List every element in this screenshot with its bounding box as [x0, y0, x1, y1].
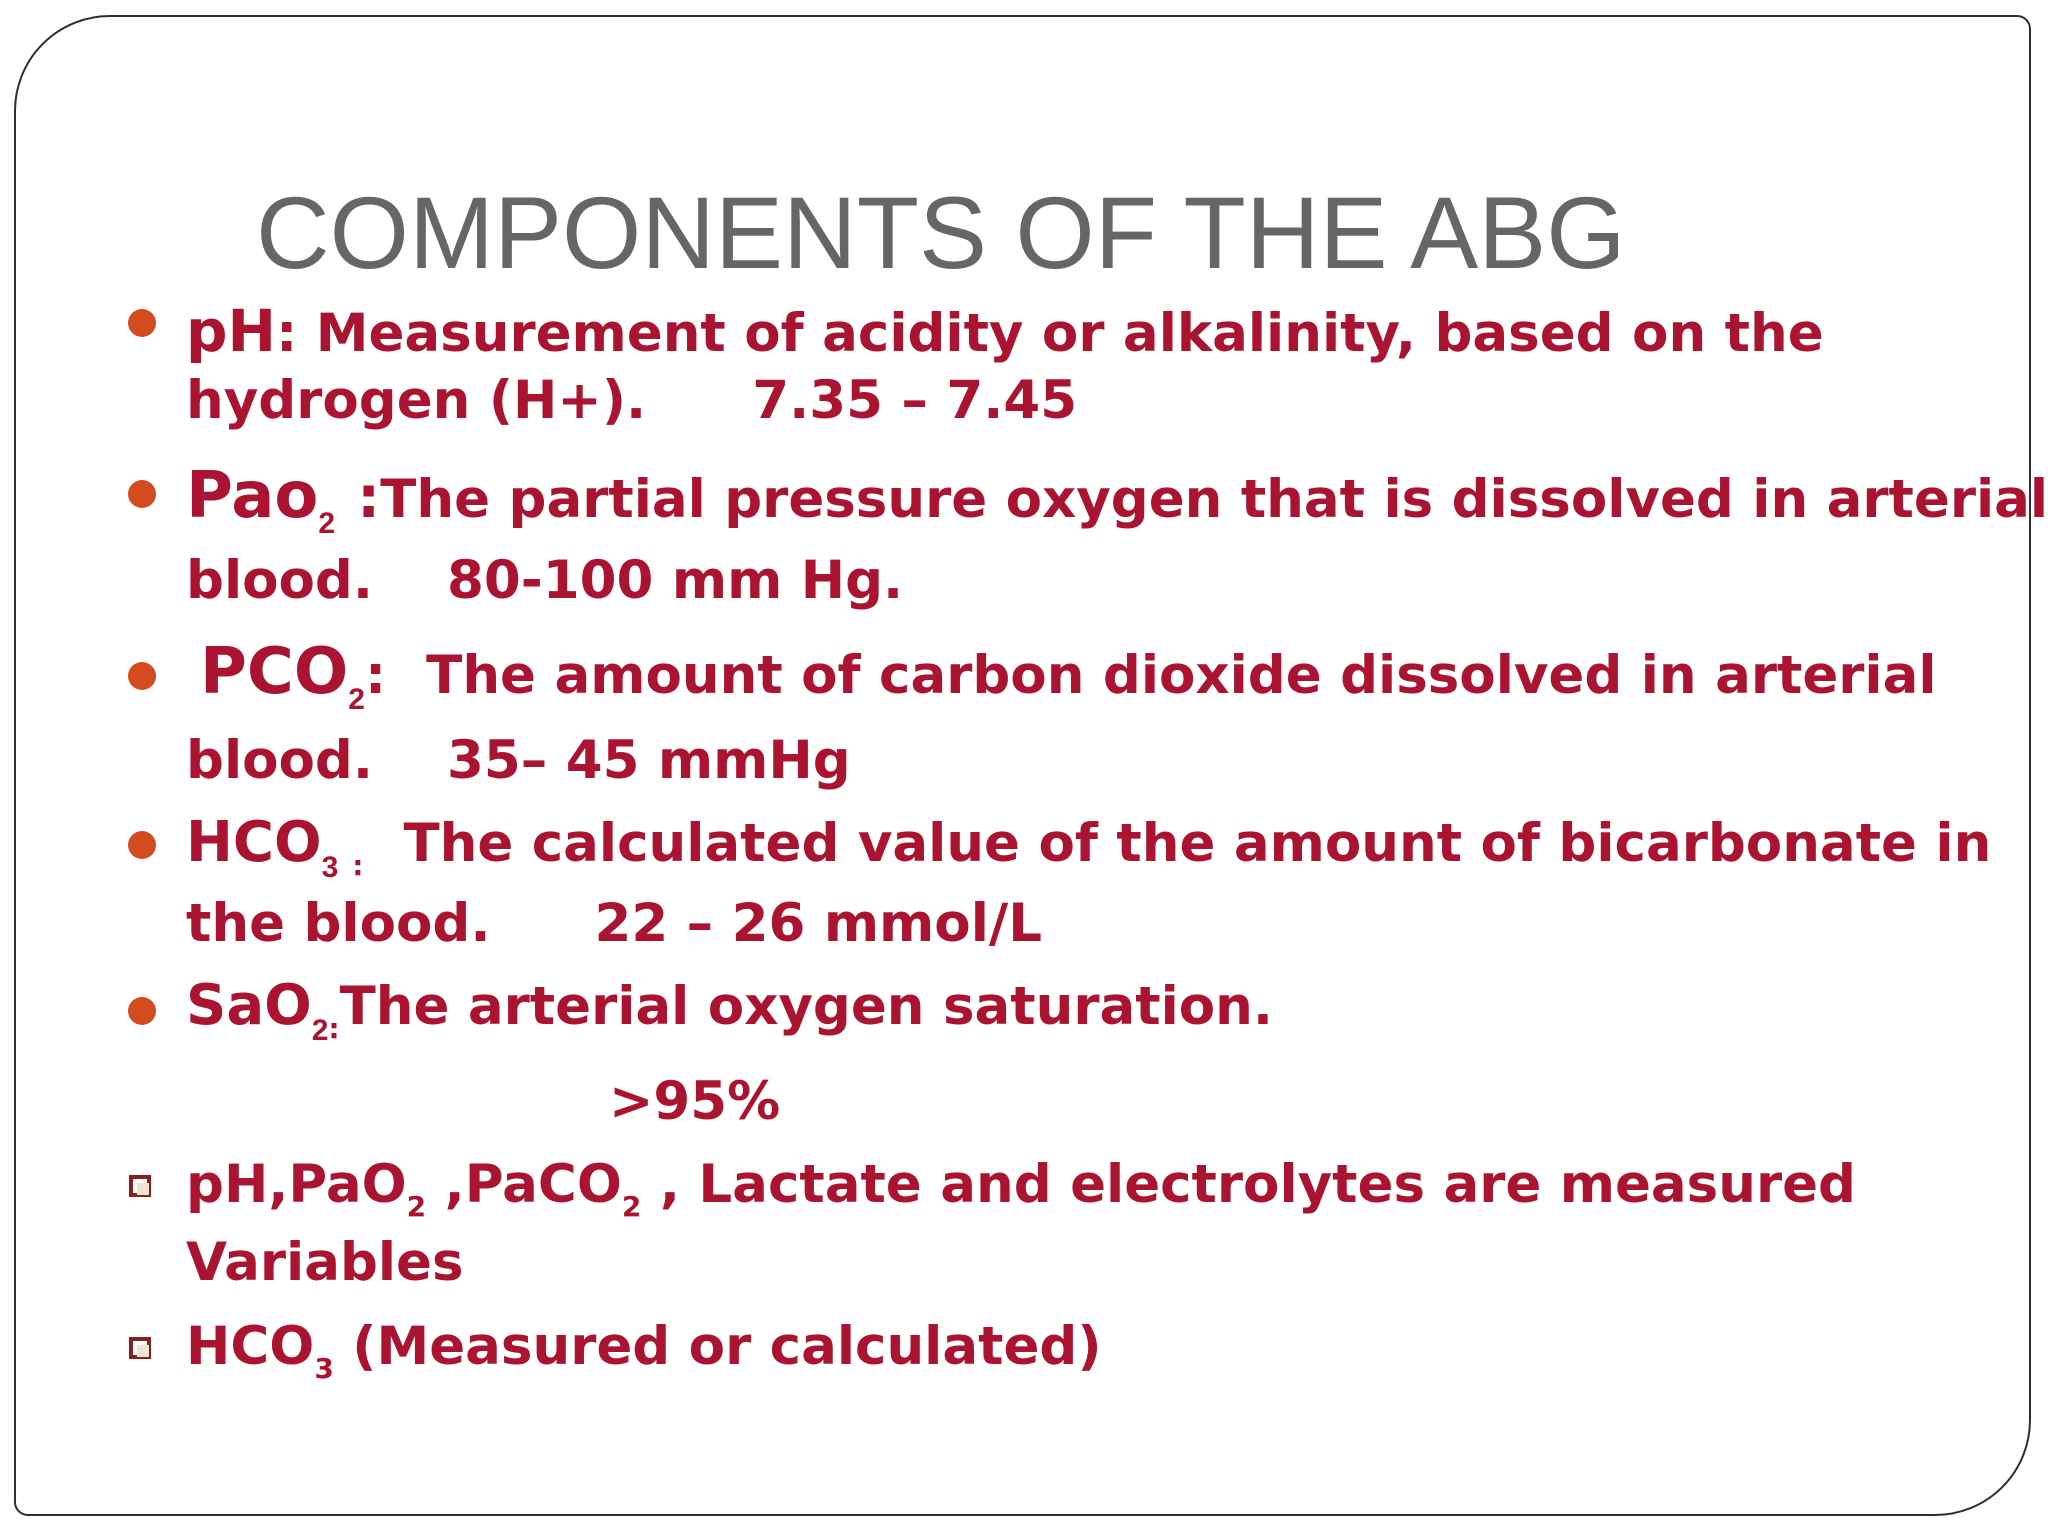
bullet-icon: [128, 662, 156, 690]
item-pco2-line2: [186, 730, 851, 792]
item-pao2-description: The partial pressure oxygen that is dissolved in arterial: [380, 469, 2048, 530]
item-hco3-continuation: the blood.: [186, 893, 491, 954]
item-pco2: [186, 635, 1937, 731]
bullet-icon: [128, 831, 156, 859]
slide-title: COMPONENTS OF THE ABG: [256, 176, 1626, 290]
term-separator: :: [357, 463, 381, 531]
checkbox-square-bullet-icon: [129, 1337, 151, 1359]
item-pco2-description: The amount of carbon dioxide dissolved in arterial: [426, 645, 1937, 706]
item-ph-continuation: hydrogen (H+).: [186, 370, 647, 431]
note-measured-variables: pH,PaO$_2$ ,PaCO$_2$ , Lactate and electrolytes are measured: [186, 1154, 1856, 1223]
item-ph-normal-range: 7.35 – 7.45: [752, 370, 1078, 431]
bullet-icon: [128, 480, 156, 508]
item-hco3-description: The calculated value of the amount of bicarbonate in: [403, 813, 1992, 874]
item-hco3-normal-range: 22 – 26 mmol/L: [594, 893, 1042, 954]
term-separator: :: [352, 849, 364, 882]
item-pao2-continuation: blood.: [186, 550, 374, 611]
term-separator: :: [364, 645, 387, 706]
item-ph-description: Measurement of acidity or alkalinity, based on the: [297, 303, 1824, 364]
item-pao2-normal-range: 80-100 mm Hg.: [447, 550, 904, 611]
note-hco3: $HCO_3$ (Measured or calculated): [186, 1316, 1102, 1385]
item-hco3-line2: [186, 893, 1042, 955]
item-pco2-continuation: blood.: [186, 730, 374, 791]
term-sao2: SaO$_2$: [186, 973, 329, 1047]
bullet-icon: [128, 309, 156, 337]
item-hco3: [186, 812, 1991, 899]
term-ph: pH: [186, 297, 277, 365]
term-separator: :: [276, 303, 298, 364]
term-separator: :: [328, 1012, 340, 1045]
item-pco2-normal-range: 35– 45 mmHg: [447, 730, 851, 791]
item-pao2: [186, 459, 2048, 555]
item-sao2-normal-range: >95%: [609, 1071, 781, 1132]
item-sao2: [186, 975, 1273, 1062]
item-ph-line2: [186, 370, 1077, 432]
term-hco3: $HCO_3$: [186, 810, 339, 884]
term-pao2: Pao$_2$: [186, 459, 336, 540]
bullet-icon: [128, 997, 156, 1025]
item-pao2-line2: [186, 550, 903, 612]
term-pco2: $PCO_2$: [200, 635, 365, 716]
item-ph: [186, 297, 1824, 365]
checkbox-square-bullet-icon: [129, 1175, 151, 1197]
note-measured-variables-line2: Variables: [186, 1232, 464, 1293]
item-sao2-description: The arterial oxygen saturation.: [339, 976, 1274, 1037]
